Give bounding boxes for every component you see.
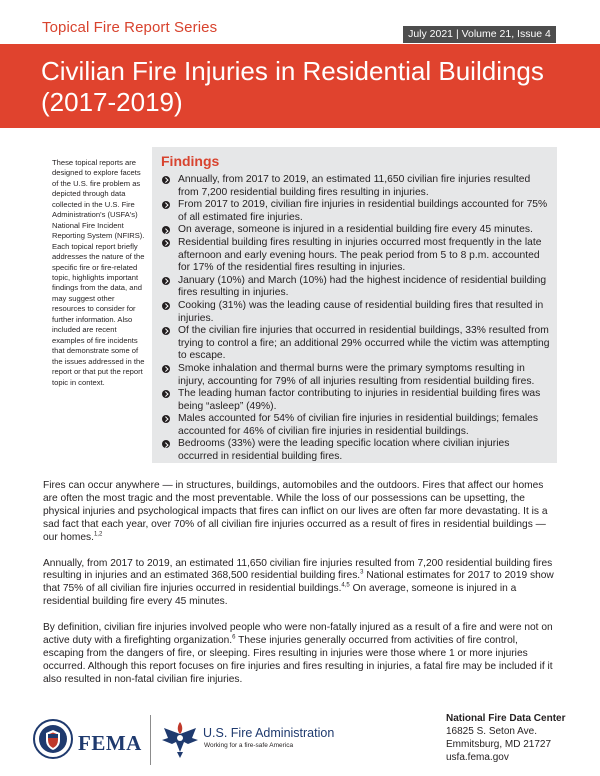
finding-item: From 2017 to 2019, civilian fire injuries in residential buildings accounted for 75% of all estimated fire injuries. <box>162 199 550 224</box>
finding-item: On average, someone is injured in a residential building fire every 45 minutes. <box>162 224 550 237</box>
footnote-ref: 1,2 <box>93 531 103 538</box>
body-paragraph: Fires can occur anywhere — in structures, buildings, automobiles and the outdoors. Fires that affect our homes are often the most tragic and the most preventable. While the loss of our possessions can be upsetting, the physical injuries and psychological impacts that fires can inflict on our lives are often far more devastating. It is a sad fact that each year, over 70% of all civilian fire injuries occurred as a result of fires in residential buildings — our homes.$^{1,2}$ <box>43 480 548 543</box>
title-band <box>0 44 600 128</box>
report-series: Topical Fire Report Series <box>42 19 218 36</box>
chevron-bullet-icon <box>162 390 170 398</box>
finding-item: Of the civilian fire injuries that occurred in residential buildings, 33% resulted from trying to control a fire; an additional 29% occurred while the victim was attempting to escape. <box>162 325 550 363</box>
body-paragraph: By definition, civilian fire injuries involved people who were non-fatally injured as a result of a fire and were not on active duty with a firefighting organization.$^6$ These injuries generally occurred from activities of fire control, escaping from the dangers of fire, or sleeping. Fires resulting in injuries were those where 1 or more injuries occurred. Although this report focuses on fire injuries and fires resulting in injuries, a fatal fire may be included if it also resulted in non-fatal civilian fire injuries. <box>43 622 553 685</box>
address-line: Emmitsburg, MD 21727 <box>446 739 552 750</box>
footer <box>0 702 600 776</box>
chevron-bullet-icon <box>162 440 170 448</box>
org-name: National Fire Data Center <box>446 713 566 724</box>
finding-item: The leading human factor contributing to injuries in residential building fires was being “asleep” (49%). <box>162 388 550 413</box>
chevron-bullet-icon <box>162 277 170 285</box>
chevron-bullet-icon <box>162 201 170 209</box>
contact-block <box>446 712 565 764</box>
usfa-name: U.S. Fire Administration <box>203 726 335 740</box>
usfa-tagline: Working for a fire-safe America <box>204 742 294 749</box>
chevron-bullet-icon <box>162 302 170 310</box>
footnote-ref: 4,5 <box>341 582 350 589</box>
chevron-bullet-icon <box>162 226 170 234</box>
body-paragraph: Annually, from 2017 to 2019, an estimated 11,650 civilian fire injuries resulted from 7,200 residential building fires resulting in injuries and an estimated 368,500 residential building fires.$^3$ National estimates for 2017 to 2019 show that 75% of all civilian fire injuries occurred in residential buildings.$^{4,5}$ On average, someone is injured in a residential building fire every 45 minutes. <box>43 557 554 608</box>
footnote-ref: 6 <box>232 634 236 641</box>
website-link[interactable]: usfa.fema.gov <box>446 752 509 763</box>
dhs-seal-icon <box>33 719 73 759</box>
eagle-icon <box>160 716 200 760</box>
finding-item: Annually, from 2017 to 2019, an estimated 11,650 civilian fire injuries resulted from 7,200 residential building fires resulting in injuries. <box>162 174 550 199</box>
chevron-bullet-icon <box>162 327 170 335</box>
finding-item: Bedrooms (33%) were the leading specific location where civilian injuries occurred in residential building fires. <box>162 438 550 463</box>
issue-tag: July 2021 | Volume 21, Issue 4 <box>403 26 556 43</box>
chevron-bullet-icon <box>162 176 170 184</box>
sidebar-intro: These topical reports are designed to explore facets of the U.S. fire problem as depicted through data collected in the U.S. Fire Administration's (USFA's) National Fire Incident Reporting System (NFIRS). Each topical report briefly addresses the nature of the specific fire or fire-related topic, highlights important findings from the data, and may suggest other resources to consider for further information. Also included are recent examples of fire incidents that demonstrate some of the issues addressed in the report or that put the report topic in context. <box>52 158 145 387</box>
chevron-bullet-icon <box>162 365 170 373</box>
finding-item: Residential building fires resulting in injuries occurred most frequently in the late afternoon and early evening hours. The peak period from 5 to 8 p.m. accounted for 17% of the residential fires resulting in injuries. <box>162 237 550 275</box>
page-title: Civilian Fire Injuries in Residential Buildings (2017-2019) <box>41 56 544 117</box>
finding-item: January (10%) and March (10%) had the highest incidence of residential building fires resulting in injuries. <box>162 275 550 300</box>
chevron-bullet-icon <box>162 239 170 247</box>
chevron-bullet-icon <box>162 415 170 423</box>
finding-item: Males accounted for 54% of civilian fire injuries in residential buildings; females accounted for 46% of civilian fire injuries in residential buildings. <box>162 413 550 438</box>
footer-divider <box>150 715 151 765</box>
fema-logo: FEMA <box>78 731 142 755</box>
findings-list <box>162 174 550 464</box>
footnote-ref: 3 <box>360 570 364 577</box>
finding-item: Cooking (31%) was the leading cause of residential building fires that resulted in injuries. <box>162 300 550 325</box>
address-line: 16825 S. Seton Ave. <box>446 726 538 737</box>
findings-box <box>152 147 557 463</box>
body-text <box>43 480 557 700</box>
finding-item: Smoke inhalation and thermal burns were the primary symptoms resulting in injury, accounting for 79% of all injuries resulting from residential building fires. <box>162 363 550 388</box>
findings-title: Findings <box>161 153 220 169</box>
